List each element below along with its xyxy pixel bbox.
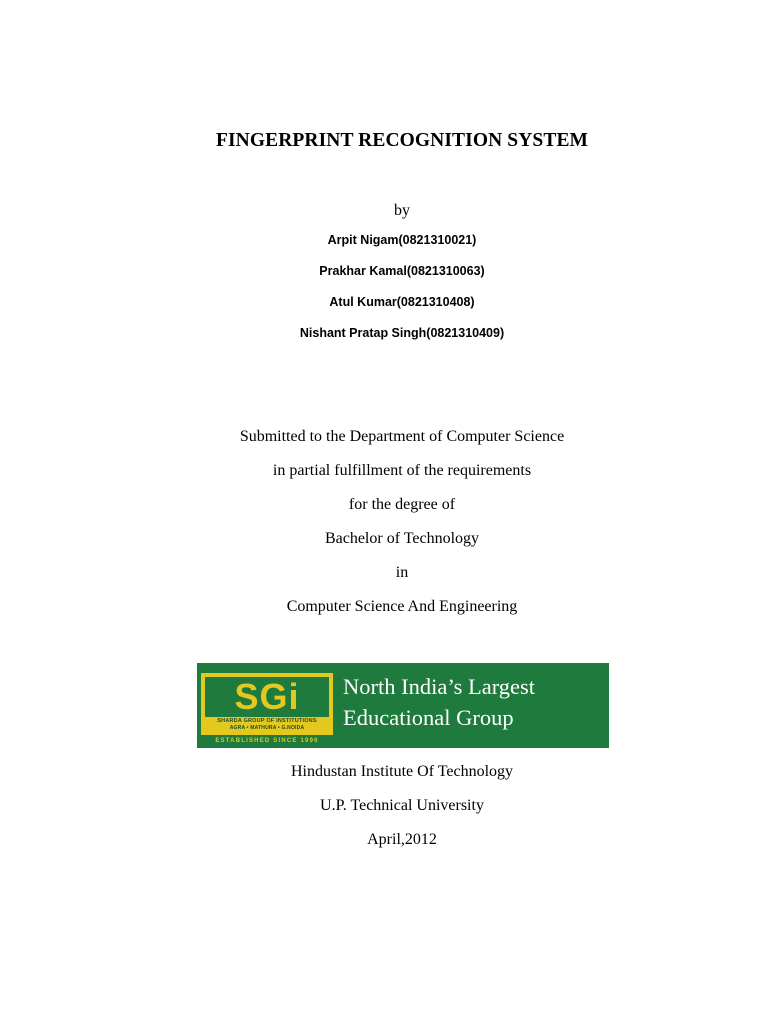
sgi-logo-banner: [197, 663, 609, 748]
sgi-cities: AGRA • MATHURA • G.NOIDA: [229, 725, 305, 731]
submission-line: in partial fulfillment of the requirements: [272, 462, 532, 479]
author-line: Prakhar Kamal(0821310063): [319, 264, 485, 278]
by-label: by: [394, 202, 410, 219]
logo-tagline-line2: Educational Group: [343, 705, 514, 730]
institute-name: Hindustan Institute Of Technology: [290, 763, 514, 780]
author-line: Nishant Pratap Singh(0821310409): [299, 326, 505, 340]
submission-date: April,2012: [367, 831, 437, 848]
author-line: Atul Kumar(0821310408): [329, 295, 475, 309]
logo-tagline-line1: North India’s Largest: [343, 674, 536, 699]
department-line: Computer Science And Engineering: [286, 598, 518, 615]
submission-line: Submitted to the Department of Computer Science: [239, 428, 565, 445]
submission-line: in: [395, 564, 409, 581]
submission-line: for the degree of: [348, 496, 456, 513]
degree-line: Bachelor of Technology: [324, 530, 480, 547]
document-title: FINGERPRINT RECOGNITION SYSTEM: [215, 130, 589, 151]
university-name: U.P. Technical University: [320, 797, 484, 814]
author-line: Arpit Nigam(0821310021): [327, 233, 477, 247]
sgi-logo-emblem: [201, 673, 333, 735]
sgi-group-name: SHARDA GROUP OF INSTITUTIONS: [217, 718, 317, 724]
sgi-established: ESTABLISHED SINCE 1996: [215, 738, 319, 744]
sgi-logo-letters: SGi: [234, 676, 300, 717]
